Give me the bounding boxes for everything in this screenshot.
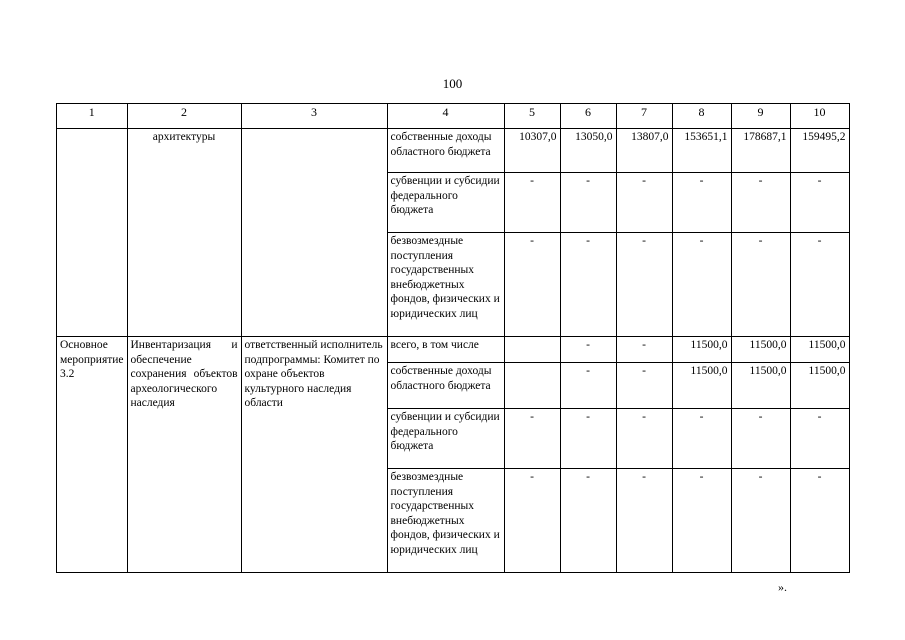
funding-source-label: собственные доходы областного бюджета	[387, 129, 504, 173]
value-cell: -	[616, 363, 672, 409]
column-header-9: 9	[731, 104, 790, 129]
value-cell	[504, 337, 560, 363]
value-cell: -	[616, 469, 672, 573]
funding-source-label: безвозмездные поступления государственных внебюджетных фондов, физических и юридических лиц	[387, 233, 504, 337]
value-cell: 178687,1	[731, 129, 790, 173]
value-cell: -	[616, 233, 672, 337]
column-header-10: 10	[790, 104, 849, 129]
funding-source-label: субвенции и субсидии федерального бюджета	[387, 409, 504, 469]
value-cell: -	[731, 233, 790, 337]
column-header-7: 7	[616, 104, 672, 129]
funding-source-label: безвозмездные поступления государственных внебюджетных фондов, физических и юридических лиц	[387, 469, 504, 573]
funding-source-label: собственные доходы областного бюджета	[387, 363, 504, 409]
column-header-8: 8	[672, 104, 731, 129]
value-cell: -	[616, 337, 672, 363]
value-cell: 11500,0	[790, 363, 849, 409]
value-cell: -	[672, 173, 731, 233]
value-cell: -	[616, 409, 672, 469]
value-cell: -	[731, 409, 790, 469]
value-cell: -	[790, 469, 849, 573]
activity-name: Инвентаризация и обеспечение сохранения объектов археологического наследия	[127, 337, 241, 573]
closing-quote-mark: ».	[778, 580, 787, 594]
block1-activity-name: архитектуры	[127, 129, 241, 337]
activity-code: Основное мероприятие 3.2	[57, 337, 128, 573]
block1-col1-cell	[57, 129, 128, 337]
value-cell: -	[672, 233, 731, 337]
value-cell: 10307,0	[504, 129, 560, 173]
value-cell: -	[790, 409, 849, 469]
value-cell: -	[560, 337, 616, 363]
funding-source-label: субвенции и субсидии федерального бюджета	[387, 173, 504, 233]
value-cell: 13807,0	[616, 129, 672, 173]
value-cell: -	[504, 173, 560, 233]
value-cell: -	[731, 469, 790, 573]
value-cell: -	[672, 409, 731, 469]
value-cell: -	[560, 469, 616, 573]
value-cell: 153651,1	[672, 129, 731, 173]
responsible-executor: ответственный исполнитель подпрограммы: Комитет по охране объектов культурного наследия области	[241, 337, 387, 573]
column-header-2: 2	[127, 104, 241, 129]
column-header-4: 4	[387, 104, 504, 129]
funding-source-label: всего, в том числе	[387, 337, 504, 363]
column-header-1: 1	[57, 104, 128, 129]
table-row	[57, 337, 850, 363]
value-cell	[504, 363, 560, 409]
value-cell: 13050,0	[560, 129, 616, 173]
value-cell: 159495,2	[790, 129, 849, 173]
value-cell: -	[672, 469, 731, 573]
budget-table	[56, 103, 850, 573]
page-number: 100	[442, 76, 463, 91]
value-cell: 11500,0	[672, 337, 731, 363]
column-header-5: 5	[504, 104, 560, 129]
value-cell: -	[504, 409, 560, 469]
value-cell: -	[560, 173, 616, 233]
column-header-6: 6	[560, 104, 616, 129]
value-cell: -	[504, 233, 560, 337]
value-cell: -	[790, 173, 849, 233]
value-cell: -	[616, 173, 672, 233]
column-number-row	[57, 104, 850, 129]
column-header-3: 3	[241, 104, 387, 129]
table-row	[57, 129, 850, 173]
value-cell: 11500,0	[672, 363, 731, 409]
value-cell: 11500,0	[731, 337, 790, 363]
value-cell: -	[504, 469, 560, 573]
value-cell: 11500,0	[731, 363, 790, 409]
block1-executor-cell	[241, 129, 387, 337]
value-cell: 11500,0	[790, 337, 849, 363]
value-cell: -	[560, 363, 616, 409]
value-cell: -	[731, 173, 790, 233]
value-cell: -	[560, 409, 616, 469]
value-cell: -	[560, 233, 616, 337]
value-cell: -	[790, 233, 849, 337]
